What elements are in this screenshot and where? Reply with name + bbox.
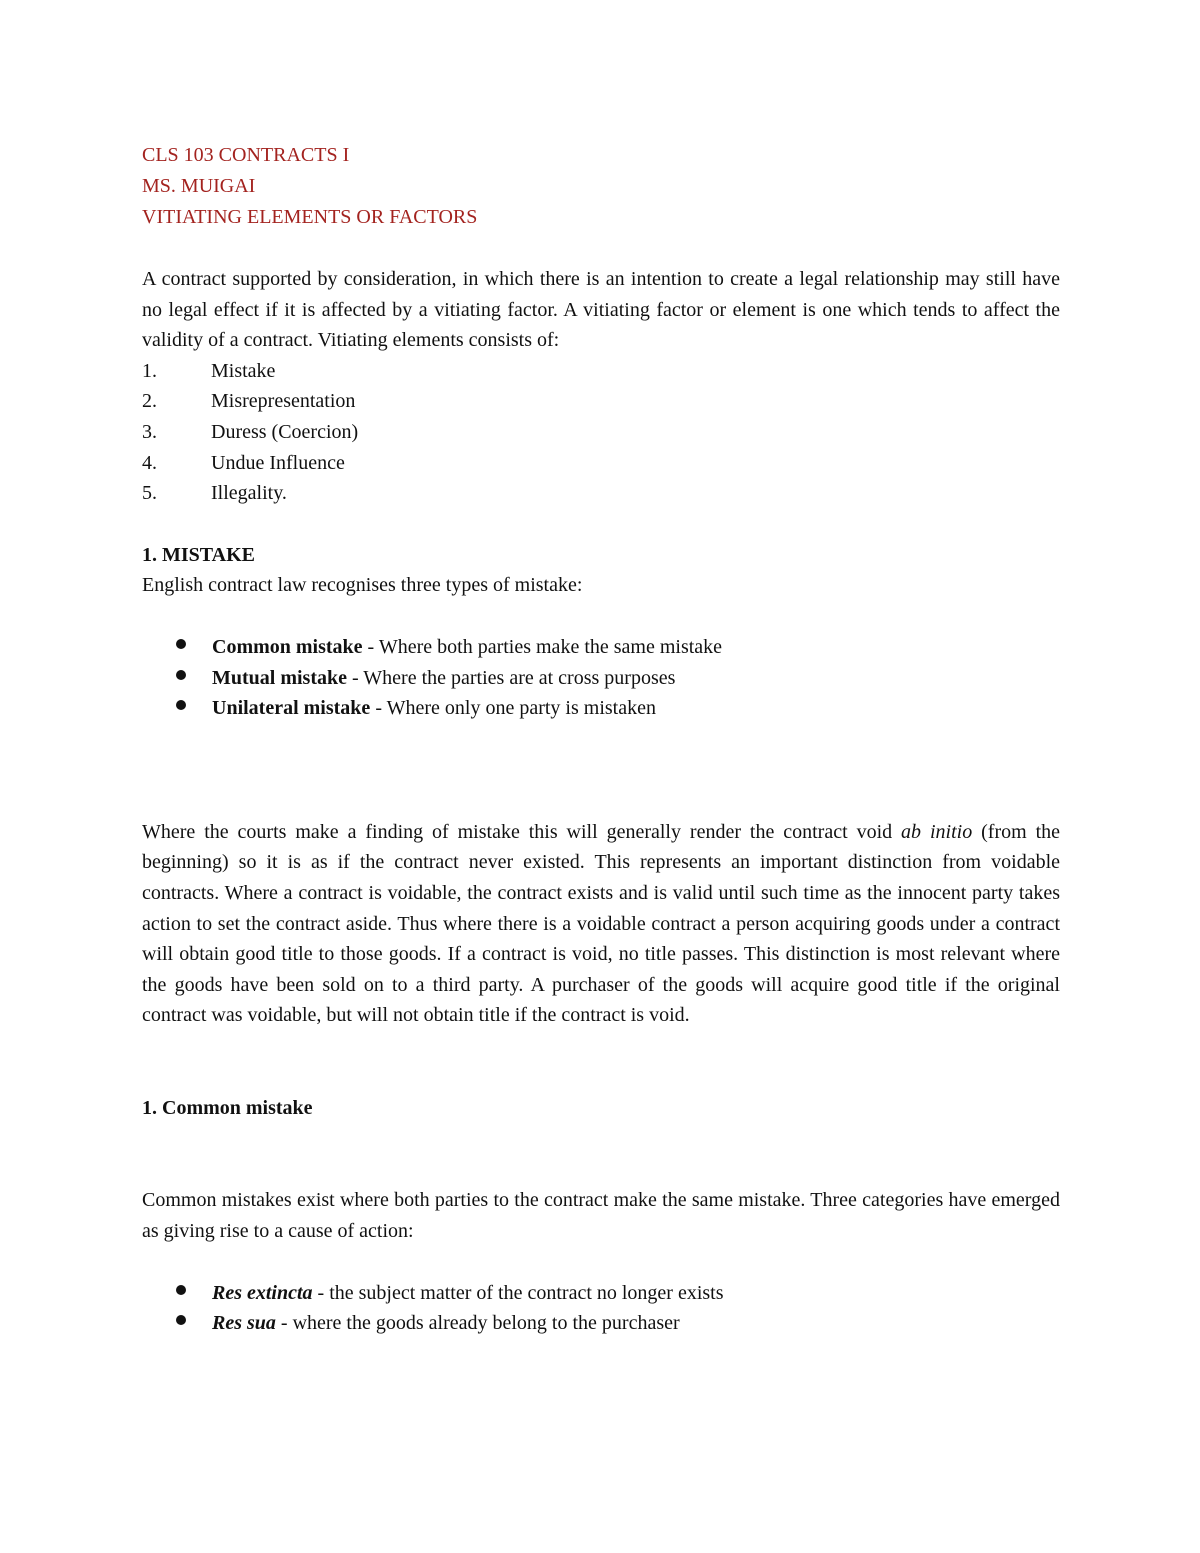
mistake-lead: English contract law recognises three types of mistake:: [142, 574, 583, 597]
common-mistake-categories: [142, 1278, 1060, 1339]
bullet-icon: [142, 643, 212, 653]
bullet-icon: [142, 1319, 212, 1329]
list-item: [142, 1278, 1060, 1309]
category-term: Res sua: [212, 1312, 276, 1335]
category-desc: - the subject matter of the contract no longer exists: [312, 1281, 724, 1304]
list-item-label: Mistake: [211, 359, 276, 382]
lecturer-name: MS. MUIGAI: [142, 175, 256, 197]
list-item-number: 4.: [142, 451, 157, 474]
document-page: [142, 140, 1060, 1339]
mistake-type-term: Common mistake: [212, 635, 363, 658]
mistake-type-desc: - Where both parties make the same mistake: [362, 635, 723, 658]
topic-title: VITIATING ELEMENTS OR FACTORS: [142, 206, 478, 228]
list-item: [142, 632, 1060, 663]
mistake-section-title: 1. MISTAKE: [142, 543, 255, 566]
category-term: Res extincta: [212, 1281, 313, 1304]
mistake-type-term: Unilateral mistake: [212, 697, 371, 720]
vitiating-elements-list: [142, 356, 1060, 509]
common-mistake-title: 1. Common mistake: [142, 1096, 313, 1119]
list-item: [142, 417, 1060, 448]
list-item-number: 2.: [142, 390, 157, 413]
list-item-number: 5.: [142, 482, 157, 505]
list-item: [142, 448, 1060, 479]
list-item: [142, 1308, 1060, 1339]
bullet-icon: [142, 674, 212, 684]
list-item-label: Duress (Coercion): [211, 420, 359, 443]
list-item-label: Undue Influence: [211, 451, 345, 474]
document-header: [142, 140, 1060, 233]
mistake-type-desc: - Where only one party is mistaken: [370, 697, 656, 720]
bullet-icon: [142, 1289, 212, 1299]
mistake-type-term: Mutual mistake: [212, 666, 347, 689]
category-desc: - where the goods already belong to the purchaser: [275, 1312, 680, 1335]
list-item-number: 1.: [142, 359, 157, 382]
list-item: [142, 356, 1060, 387]
course-title: CLS 103 CONTRACTS I: [142, 144, 350, 166]
paragraph-text: Where the courts make a finding of mistake this will generally render the contract void: [142, 820, 902, 843]
list-item: [142, 693, 1060, 724]
list-item: [142, 478, 1060, 509]
common-mistake-paragraph: Common mistakes exist where both parties to the contract make the same mistake. Three categories have emerged as giving rise to a cause of action:: [142, 1189, 1060, 1243]
paragraph-text: (from the beginning) so it is as if the contract never existed. This represents an important distinction from voidable contracts. Where a contract is voidable, the contract exists and is valid until such time as the innocent party takes action to set the contract aside. Thus where there is a voidable contract a person acquiring goods under a contract will obtain good title to those goods. If a contract is void, no title passes. This distinction is most relevant where the goods have been sold on to a third party. A purchaser of the goods will acquire good title if the original contract was voidable, but will not obtain title if the contract is void.: [142, 820, 1061, 1027]
list-item-number: 3.: [142, 420, 157, 443]
latin-term: ab initio: [901, 820, 973, 843]
list-item: [142, 386, 1060, 417]
bullet-icon: [142, 704, 212, 714]
intro-paragraph: A contract supported by consideration, in which there is an intention to create a legal relationship may still have no legal effect if it is affected by a vitiating factor. A vitiating factor or element is one which tends to affect the validity of a contract. Vitiating elements consists of:: [142, 268, 1060, 352]
list-item-label: Illegality.: [211, 482, 287, 505]
void-voidable-paragraph: [142, 817, 1060, 1031]
mistake-types-list: [142, 632, 1060, 724]
mistake-type-desc: - Where the parties are at cross purposes: [347, 666, 676, 689]
list-item-label: Misrepresentation: [211, 390, 356, 413]
list-item: [142, 663, 1060, 694]
